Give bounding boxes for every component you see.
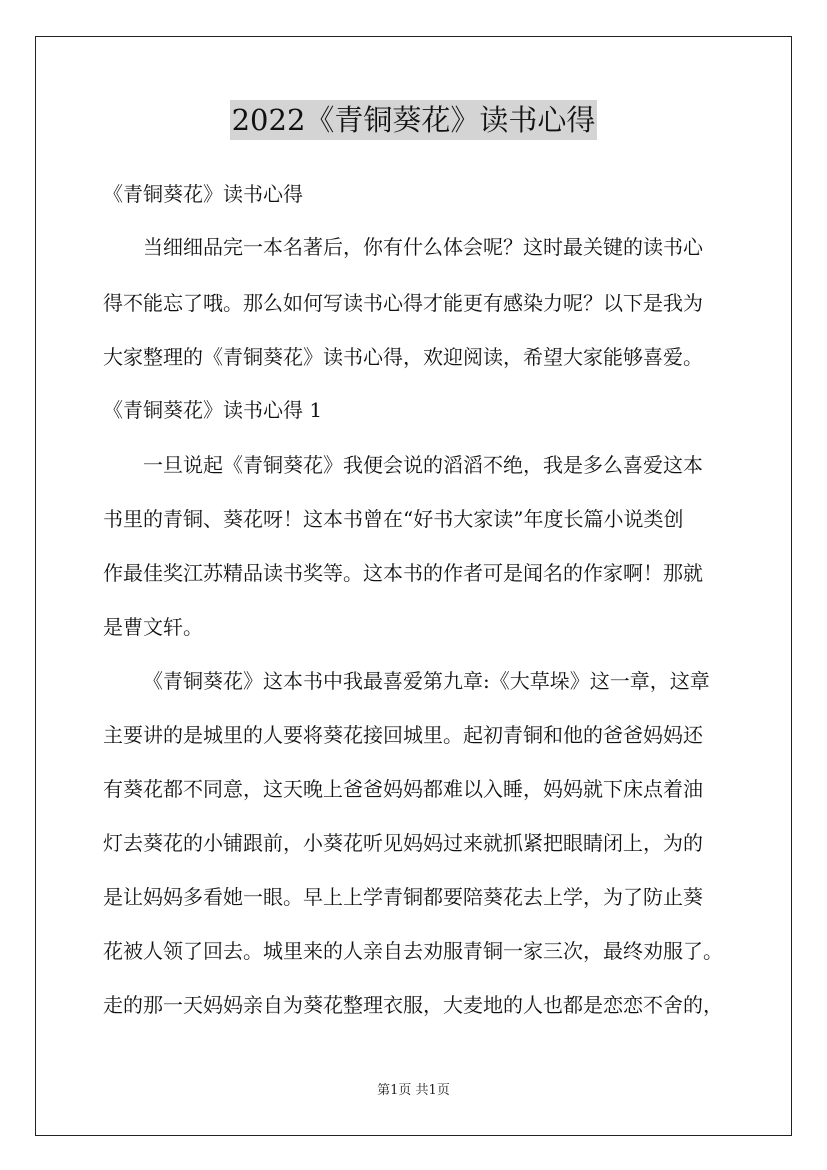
- paragraph-line: 是曹文轩。: [103, 615, 203, 639]
- paragraph-line: 有葵花都不同意，这天晚上爸爸妈妈都难以入睡，妈妈就下床点着油: [103, 777, 703, 801]
- paragraph-line: 走的那一天妈妈亲自为葵花整理衣服，大麦地的人也都是恋恋不舍的，: [103, 993, 723, 1017]
- section-heading: 《青铜葵花》读书心得 1: [103, 398, 323, 422]
- paragraph-line: 大家整理的《青铜葵花》读书心得，欢迎阅读，希望大家能够喜爱。: [103, 345, 703, 369]
- paragraph-line: 花被人领了回去。城里来的人亲自去劝服青铜一家三次，最终劝服了。: [103, 939, 723, 963]
- paragraph-line: 一旦说起《青铜葵花》我便会说的滔滔不绝，我是多么喜爱这本: [143, 453, 703, 477]
- paragraph-line: 当细细品完一本名著后，你有什么体会呢？这时最关键的读书心: [143, 235, 703, 259]
- paragraph-line: 灯去葵花的小铺跟前，小葵花听见妈妈过来就抓紧把眼睛闭上，为的: [103, 831, 703, 855]
- paragraph-line: 作最佳奖江苏精品读书奖等。这本书的作者可是闻名的作家啊！那就: [103, 561, 703, 585]
- paragraph-line: 得不能忘了哦。那么如何写读书心得才能更有感染力呢？以下是我为: [103, 291, 703, 315]
- section-heading: 《青铜葵花》读书心得: [103, 182, 303, 206]
- paragraph-line: 《青铜葵花》这本书中我最喜爱第九章:《大草垛》这一章，这章: [143, 669, 710, 693]
- page-number-footer: 第1页 共1页: [377, 1083, 450, 1098]
- paragraph-line: 是让妈妈多看她一眼。早上上学青铜都要陪葵花去上学，为了防止葵: [103, 885, 703, 909]
- document-title: 2022《青铜葵花》读书心得: [230, 100, 598, 140]
- title-container: [0, 100, 827, 140]
- paragraph-line: 主要讲的是城里的人要将葵花接回城里。起初青铜和他的爸爸妈妈还: [103, 723, 703, 747]
- paragraph-line: 书里的青铜、葵花呀！这本书曾在“好书大家读”年度长篇小说类创: [103, 507, 684, 531]
